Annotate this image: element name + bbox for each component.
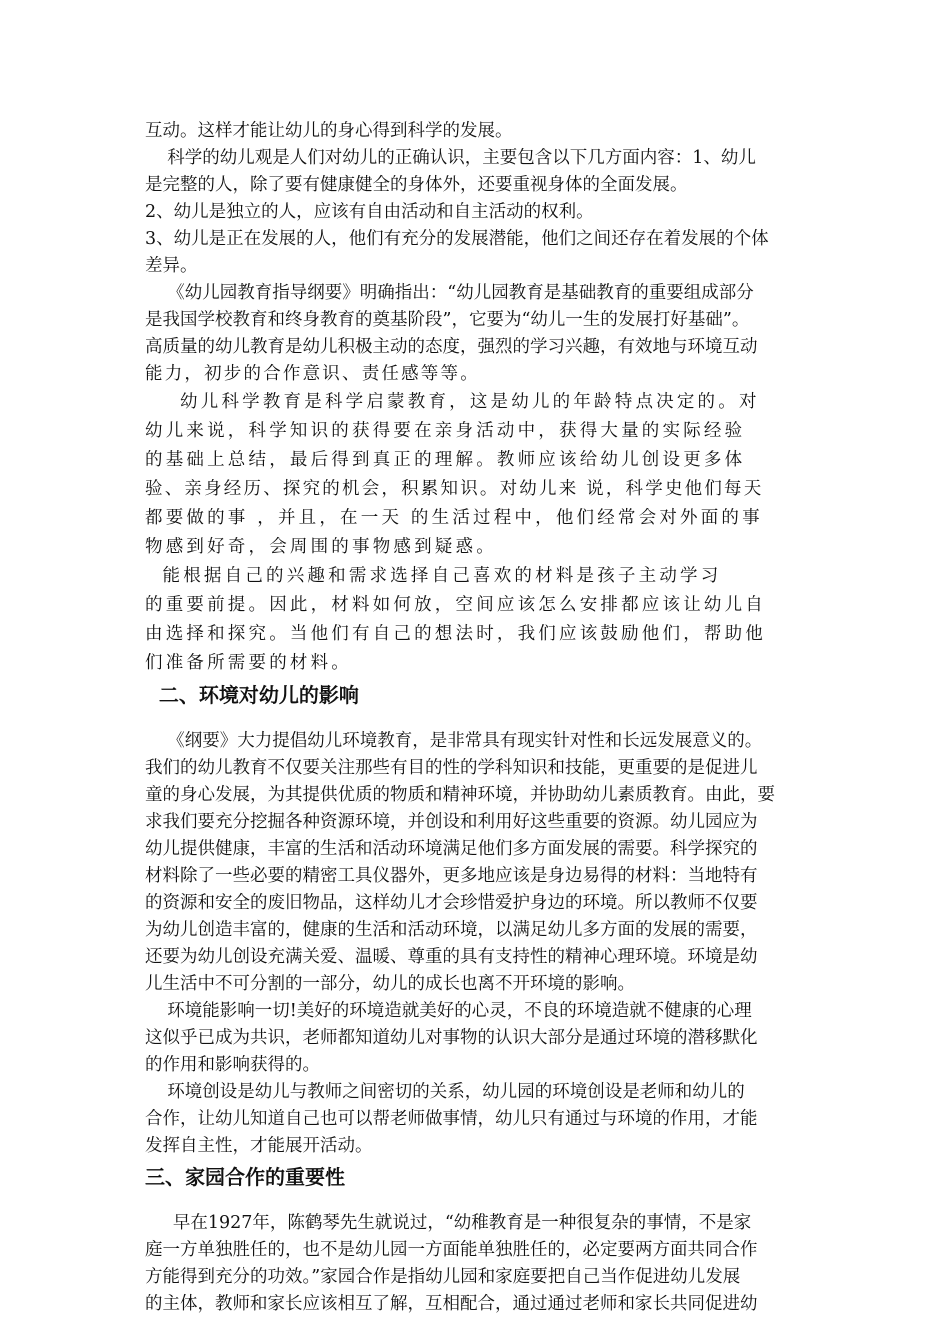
text-line: 幼儿提供健康，丰富的生活和活动环境满足他们多方面发展的需要。科学探究的 (145, 839, 758, 859)
document-page (145, 118, 813, 1318)
text-line: 儿生活中不可分割的一部分，幼儿的成长也离不开环境的影响。 (145, 974, 635, 994)
text-line: 还要为幼儿创设充满关爱、温暖、尊重的具有支持性的精神心理环境。环境是幼 (145, 947, 758, 967)
paragraph-3 (145, 280, 813, 388)
paragraph-8 (145, 1079, 813, 1160)
text-line: 由选择和探究。当他们有自己的想法时，我们应该鼓励他们，帮助他 (145, 624, 766, 644)
text-line: 环境创设是幼儿与教师之间密切的关系，幼儿园的环境创设是老师和幼儿的 (145, 1082, 745, 1102)
paragraph-1 (145, 118, 813, 145)
text-line: 庭一方单独胜任的，也不是幼儿园一方面能单独胜任的，必定要两方面共同合作 (145, 1240, 758, 1260)
text-line: 童的身心发展，为其提供优质的物质和精神环境，并协助幼儿素质教育。由此，要 (145, 785, 775, 805)
text-line: 《纲要》大力提倡幼儿环境教育，是非常具有现实针对性和长远发展意义的。 (145, 731, 763, 751)
text-line: 差异。 (145, 256, 198, 276)
text-line: 的主体，教师和家长应该相互了解，互相配合，通过通过老师和家长共同促进幼 (145, 1294, 758, 1314)
text-line: 的基础上总结，最后得到真正的理解。教师应该给幼儿创设更多体 (145, 450, 746, 470)
text-line: 求我们要充分挖掘各种资源环境，并创设和利用好这些重要的资源。幼儿园应为 (145, 812, 758, 832)
text-line: 发挥自主性，才能展开活动。 (145, 1136, 373, 1156)
section-heading-3: 三、家园合作的重要性 (145, 1165, 345, 1189)
text-line: 这似乎已成为共识，老师都知道幼儿对事物的认识大部分是通过环境的潜移默化 (145, 1028, 758, 1048)
paragraph-6 (145, 728, 813, 998)
text-line: 的重要前提。因此，材料如何放，空间应该怎么安排都应该让幼儿自 (145, 595, 766, 615)
paragraph-4 (145, 388, 813, 562)
text-line: 方能得到充分的功效。”家园合作是指幼儿园和家庭要把自己当作促进幼儿发展 (145, 1267, 741, 1287)
text-line: 的资源和安全的废旧物品，这样幼儿才会珍惜爱护身边的环境。所以教师不仅要 (145, 893, 758, 913)
text-line: 2、幼儿是独立的人，应该有自由活动和自主活动的权利。 (145, 202, 594, 222)
text-line: 的作用和影响获得的。 (145, 1055, 320, 1075)
text-line: 能力，初步的合作意识、责任感等等。 (145, 364, 480, 384)
paragraph-9 (145, 1210, 813, 1318)
text-line: 我们的幼儿教育不仅要关注那些有目的性的学科知识和技能，更重要的是促进儿 (145, 758, 758, 778)
paragraph-2 (145, 145, 813, 280)
text-line: 科学的幼儿观是人们对幼儿的正确认识，主要包含以下几方面内容：1、幼儿 (145, 148, 756, 168)
text-line: 幼儿科学教育是科学启蒙教育，这是幼儿的年龄特点决定的。对 (145, 392, 760, 412)
text-line: 是完整的人，除了要有健康健全的身体外，还要重视身体的全面发展。 (145, 175, 688, 195)
text-line: 环境能影响一切!美好的环境造就美好的心灵，不良的环境造就不健康的心理 (145, 1001, 752, 1021)
text-line: 高质量的幼儿教育是幼儿积极主动的态度，强烈的学习兴趣，有效地与环境互动 (145, 337, 758, 357)
section-heading-2: 二、环境对幼儿的影响 (145, 683, 359, 707)
text-line: 互动。这样才能让幼儿的身心得到科学的发展。 (145, 121, 513, 141)
paragraph-5 (145, 562, 813, 678)
text-line: 幼儿来说，科学知识的获得要在亲身活动中，获得大量的实际经验 (145, 421, 746, 441)
text-line: 能根据自己的兴趣和需求选择自己喜欢的材料是孩子主动学习 (145, 566, 722, 586)
text-line: 《幼儿园教育指导纲要》明确指出：“幼儿园教育是基础教育的重要组成部分 (145, 283, 754, 303)
text-line: 早在1927年，陈鹤琴先生就说过，“幼稚教育是一种很复杂的事情，不是家 (145, 1213, 752, 1233)
text-line: 3、幼儿是正在发展的人，他们有充分的发展潜能，他们之间还存在着发展的个体 (145, 229, 769, 249)
paragraph-7 (145, 998, 813, 1079)
text-line: 材料除了一些必要的精密工具仪器外，更多地应该是身边易得的材料：当地特有 (145, 866, 758, 886)
text-line: 合作，让幼儿知道自己也可以帮老师做事情，幼儿只有通过与环境的作用，才能 (145, 1109, 758, 1129)
text-line: 们准备所需要的材料。 (145, 653, 352, 673)
text-line: 是我国学校教育和终身教育的奠基阶段”，它要为“幼儿一生的发展打好基础”。 (145, 310, 750, 330)
text-line: 物感到好奇，会周围的事物感到疑惑。 (145, 537, 497, 557)
text-line: 验、亲身经历、探究的机会，积累知识。对幼儿来 说，科学史他们每天 (145, 479, 764, 499)
text-line: 为幼儿创造丰富的，健康的生活和活动环境，以满足幼儿多方面的发展的需要， (145, 920, 758, 940)
text-line: 都要做的事 ，并且，在一天 的生活过程中，他们经常会对外面的事 (145, 508, 763, 528)
